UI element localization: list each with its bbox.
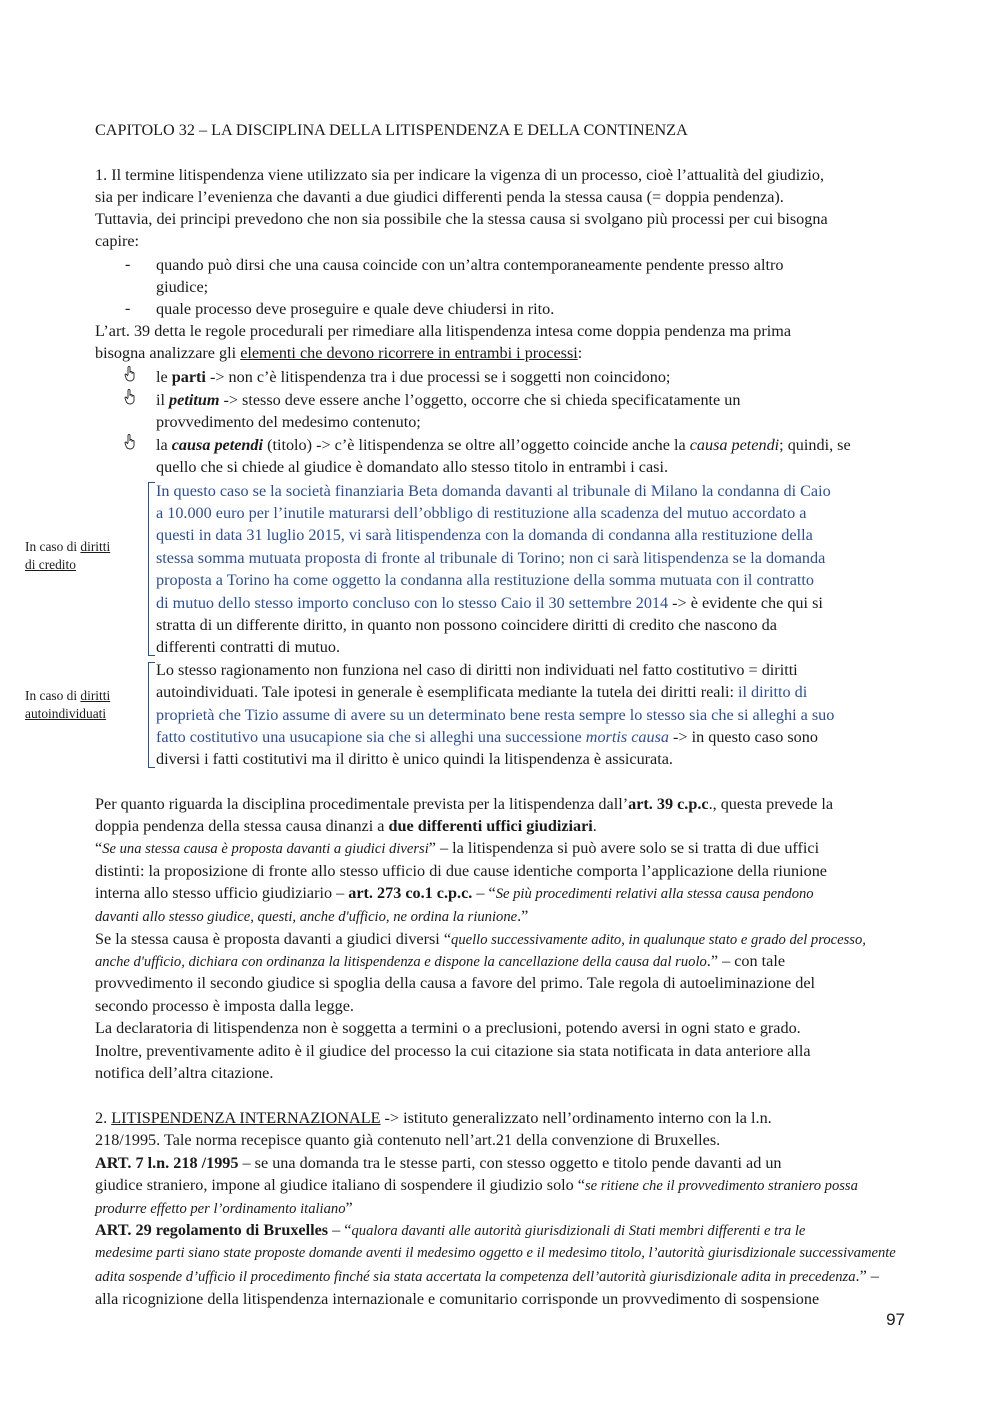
list-item: provvedimento del medesimo contenuto; bbox=[156, 413, 421, 431]
text-span: (titolo) -> c’è litispendenza se oltre all’oggetto coincide anche la bbox=[263, 436, 690, 454]
underlined-text: LITISPENDENZA INTERNAZIONALE bbox=[111, 1109, 381, 1127]
text-span: -> è evidente che qui si bbox=[672, 594, 823, 612]
text-span: bisogna analizzare gli bbox=[95, 344, 241, 362]
example-line: diversi i fatti costitutivi ma il diritto è unico quindi la litispendenza è assicurata. bbox=[156, 750, 673, 768]
paragraph-line: secondo processo è imposta dalla legge. bbox=[95, 997, 354, 1015]
text-span: la bbox=[156, 436, 172, 454]
example-line: questi in data 31 luglio 2015, vi sarà litispendenza con la domanda di condanna alla restituzione della bbox=[156, 526, 813, 544]
dash-bullet: - bbox=[125, 256, 131, 273]
text-span: -> stesso deve essere anche l’oggetto, occorre che si chieda specificatamente un bbox=[219, 391, 741, 409]
example-line: stratta di un differente diritto, in quanto non possono coincidere diritti di credito che nascono da bbox=[156, 616, 777, 634]
bold-term: ART. 29 regolamento di Bruxelles bbox=[95, 1221, 329, 1239]
paragraph-line bbox=[95, 1152, 782, 1174]
italic-quote: davanti allo stesso giudice, questi, anche d'ufficio, ne ordina la riunione bbox=[95, 909, 518, 925]
list-item: quando può dirsi che una causa coincide con un’altra contemporaneamente pendente presso altro bbox=[156, 256, 784, 274]
section-heading bbox=[95, 1107, 772, 1129]
italic-quote: adita sospende d’ufficio il procedimento finché sia stata accertata la competenza dell’autorità giurisdizionale adita in precedenza bbox=[95, 1269, 856, 1285]
text-span: -> istituto generalizzato nell’ordinamento interno con la l.n. bbox=[380, 1109, 772, 1127]
text-span: – “ bbox=[472, 884, 496, 902]
bold-term: art. 273 co.1 c.p.c. bbox=[348, 884, 473, 902]
paragraph-line bbox=[95, 815, 597, 837]
margin-note-auto bbox=[25, 687, 110, 705]
paragraph-line: Inoltre, preventivamente adito è il giudice del processo la cui citazione sia stata notificata in data anteriore alla bbox=[95, 1042, 811, 1060]
margin-note-credit-2: di credito bbox=[25, 557, 76, 572]
text-span: interna allo stesso ufficio giudiziario – bbox=[95, 884, 349, 902]
bold-term: parti bbox=[171, 368, 206, 386]
list-item: quello che si chiede al giudice è domandato allo stesso titolo in entrambi i casi. bbox=[156, 458, 669, 476]
margin-note-credit bbox=[25, 538, 110, 556]
text-span: ” – la litispendenza si può avere solo se si tratta di due uffici bbox=[428, 839, 820, 857]
italic-quote: quello successivamente adito, in qualunque stato e grado del processo, bbox=[451, 932, 866, 948]
text-span: ; quindi, se bbox=[779, 436, 851, 454]
pointing-hand-icon bbox=[124, 389, 136, 412]
text-span: giudice straniero, impone al giudice italiano di sospendere il giudizio solo “ bbox=[95, 1176, 585, 1194]
paragraph-line bbox=[95, 837, 819, 860]
example-line: a 10.000 euro per l’inutile maturarsi dell’obbligo di restituzione alla scadenza del mutuo accordato a bbox=[156, 504, 807, 522]
text-span: autoindividuati. Tale ipotesi in generale è esemplificata mediante la tutela dei diritti reali: bbox=[156, 683, 739, 701]
paragraph-line bbox=[95, 342, 582, 364]
italic-quote: se ritiene che il provvedimento straniero possa bbox=[585, 1178, 858, 1194]
italic-term: causa petendi bbox=[689, 436, 780, 454]
italic-term: mortis causa bbox=[585, 728, 669, 746]
paragraph-line bbox=[95, 1197, 353, 1220]
list-item-petitum bbox=[156, 389, 740, 411]
text-span: -> in questo caso sono bbox=[668, 728, 818, 746]
bold-term: art. 39 c.p.c bbox=[628, 795, 709, 813]
text-span: il bbox=[156, 391, 170, 409]
text-span: .” – bbox=[855, 1267, 879, 1285]
example-line bbox=[156, 681, 807, 703]
text-span: – “ bbox=[328, 1221, 352, 1239]
chapter-title: CAPITOLO 32 – LA DISCIPLINA DELLA LITISPENDENZA E DELLA CONTINENZA bbox=[95, 121, 688, 139]
paragraph-line bbox=[95, 1219, 805, 1242]
paragraph-line: 1. Il termine litispendenza viene utilizzato sia per indicare la vigenza di un processo, cioè l’attualità del giudizio, bbox=[95, 166, 825, 184]
example-line: proprietà che Tizio assume di avere su un determinato bene resta sempre lo stesso sia che si alleghi a suo bbox=[156, 706, 835, 724]
margin-note-auto-2: autoindividuati bbox=[25, 706, 107, 721]
example-line: stessa somma mutuata proposta di fronte al tribunale di Torino; non ci sarà litispendenza se la domanda bbox=[156, 549, 826, 567]
paragraph-line bbox=[95, 1265, 879, 1288]
text-span: il diritto di bbox=[738, 683, 808, 701]
paragraph-line: notifica dell’altra citazione. bbox=[95, 1064, 274, 1082]
example-line: Lo stesso ragionamento non funziona nel caso di diritti non individuati nel fatto costitutivo = diritti bbox=[156, 661, 798, 679]
paragraph-line: Tuttavia, dei principi prevedono che non sia possibile che la stessa causa si svolgano più processi per cui bisogna bbox=[95, 210, 828, 228]
italic-quote: anche d'ufficio, dichiara con ordinanza la litispendenza e dispone la cancellazione della causa dal ruolo bbox=[95, 954, 707, 970]
text-span: “ bbox=[95, 839, 103, 857]
bold-term: causa petendi bbox=[171, 436, 264, 454]
italic-quote: produrre effetto per l’ordinamento italiano bbox=[95, 1201, 346, 1217]
paragraph-line: L’art. 39 detta le regole procedurali per rimediare alla litispendenza intesa come doppia pendenza ma prima bbox=[95, 322, 792, 340]
underlined-text: diritti bbox=[80, 688, 111, 703]
italic-quote: Se una stessa causa è proposta davanti a giudici diversi bbox=[102, 841, 429, 857]
text-span: di mutuo dello stesso importo concluso con lo stesso Caio il 30 settembre 2014 bbox=[156, 594, 673, 612]
paragraph-line: provvedimento il secondo giudice si spoglia della causa a favore del primo. Tale regola di autoeliminazione del bbox=[95, 974, 816, 992]
bold-term: petitum bbox=[169, 391, 220, 409]
text-span: .” – con tale bbox=[706, 952, 785, 970]
paragraph-line: distinti: la proposizione di fronte allo stesso ufficio di due cause identiche comporta l’applicazione della riunione bbox=[95, 862, 827, 880]
bold-term: ART. 7 l.n. 218 /1995 bbox=[95, 1154, 239, 1172]
bold-term: due differenti uffici giudiziari bbox=[388, 817, 593, 835]
text-span: ” bbox=[345, 1199, 353, 1217]
text-span: fatto costitutivo una usucapione sia che si alleghi una successione bbox=[156, 728, 586, 746]
page-number: 97 bbox=[886, 1310, 905, 1329]
paragraph-line: medesime parti siano state proposte domande aventi il medesimo oggetto e il medesimo titolo, l’autorità giurisdizionale successivamente bbox=[95, 1245, 896, 1261]
text-span: – se una domanda tra le stesse parti, con stesso oggetto e titolo pende davanti ad un bbox=[238, 1154, 782, 1172]
italic-quote: qualora davanti alle autorità giurisdizionali di Stati membri differenti e tra le bbox=[351, 1223, 806, 1239]
list-item-parti bbox=[156, 366, 670, 388]
bracket-autoindividuati bbox=[148, 662, 155, 768]
paragraph-line: La declaratoria di litispendenza non è soggetta a termini o a preclusioni, potendo aversi in ogni stato e grado. bbox=[95, 1019, 801, 1037]
underlined-text: elementi che devono ricorrere in entrambi i processi bbox=[240, 344, 578, 362]
text-span: le bbox=[156, 368, 172, 386]
text-span: . bbox=[592, 817, 597, 835]
list-item: quale processo deve proseguire e quale deve chiudersi in rito. bbox=[156, 300, 555, 318]
pointing-hand-icon bbox=[124, 434, 136, 457]
paragraph-line bbox=[95, 1174, 858, 1197]
paragraph-line: sia per indicare l’evenienza che davanti a due giudici differenti penda la stessa causa (= doppia pendenza). bbox=[95, 188, 784, 206]
paragraph-line: alla ricognizione della litispendenza internazionale e comunitario corrisponde un provvedimento di sospensione bbox=[95, 1290, 820, 1308]
example-line bbox=[156, 592, 823, 614]
text-span: .” bbox=[517, 907, 529, 925]
bracket-credit bbox=[148, 482, 155, 656]
paragraph-line bbox=[95, 793, 833, 815]
paragraph-line bbox=[95, 950, 785, 973]
dash-bullet: - bbox=[125, 300, 131, 317]
text-span: doppia pendenza della stessa causa dinanzi a bbox=[95, 817, 389, 835]
paragraph-line: 218/1995. Tale norma recepisce quanto già contenuto nell’art.21 della convenzione di Bruxelles. bbox=[95, 1131, 721, 1149]
example-line: proposta a Torino ha come oggetto la condanna alla restituzione della somma mutuata con il contratto bbox=[156, 571, 815, 589]
text-span: ., questa prevede la bbox=[708, 795, 834, 813]
text-span: In caso di bbox=[25, 539, 81, 554]
italic-quote: Se più procedimenti relativi alla stessa causa pendono bbox=[495, 886, 814, 902]
example-line bbox=[156, 726, 818, 748]
paragraph-line bbox=[95, 905, 528, 928]
pointing-hand-icon bbox=[124, 366, 136, 389]
example-line: differenti contratti di mutuo. bbox=[156, 638, 341, 656]
text-span: Per quanto riguarda la disciplina procedimentale prevista per la litispendenza dall’ bbox=[95, 795, 629, 813]
paragraph-line bbox=[95, 928, 866, 951]
example-line: In questo caso se la società finanziaria Beta domanda davanti al tribunale di Milano la condanna di Caio bbox=[156, 482, 831, 500]
underlined-text: diritti bbox=[80, 539, 111, 554]
text-span: : bbox=[577, 344, 583, 362]
paragraph-line bbox=[95, 882, 814, 905]
text-span: Se la stessa causa è proposta davanti a giudici diversi “ bbox=[95, 930, 452, 948]
list-item: giudice; bbox=[156, 278, 209, 296]
text-span: -> non c’è litispendenza tra i due processi se i soggetti non coincidono; bbox=[205, 368, 671, 386]
text-span: In caso di bbox=[25, 688, 81, 703]
text-span: 2. bbox=[95, 1109, 112, 1127]
list-item-causa-petendi bbox=[156, 434, 851, 456]
paragraph-line: capire: bbox=[95, 232, 140, 250]
